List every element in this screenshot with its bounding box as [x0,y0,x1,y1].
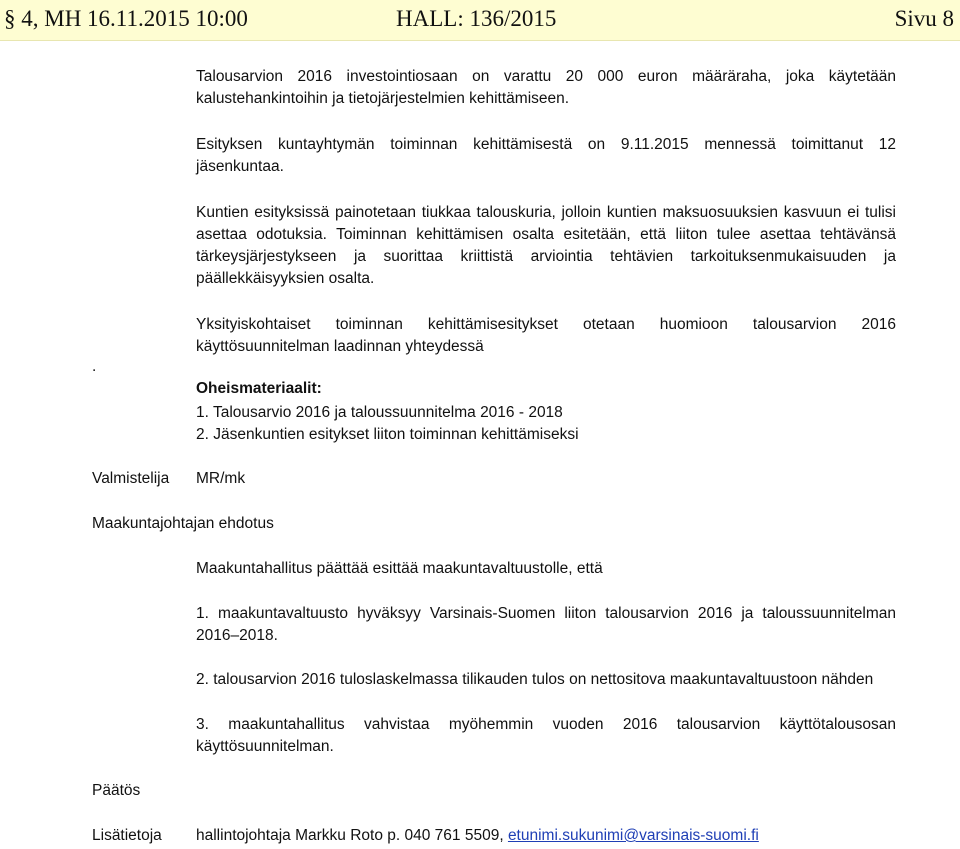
paragraph-text: Esityksen kuntayhtymän toiminnan kehittämisestä on 9.11.2015 mennessä toimittanut 12 jäsenkuntaa. [196,136,896,175]
info-label: Lisätietoja [92,827,162,844]
page-header [0,0,960,41]
preparer-value: MR/mk [196,470,246,487]
contact-text: hallintojohtaja Markku Roto p. 040 761 5509, [196,827,508,844]
paragraph-municipalities [196,202,896,290]
paragraph-text: Yksityiskohtaiset toiminnan kehittämisesitykset otetaan huomioon talousarvion 2016 käyttösuunnitelman laadinnan yhteydessä [196,316,896,355]
preparer-label: Valmistelija [92,470,170,487]
proposal-item [196,603,896,647]
email-link[interactable]: etunimi.sukunimi@varsinais-suomi.fi [507,827,759,844]
paragraph-detailed-proposals [196,314,896,358]
paragraph-text: Talousarvion 2016 investointiosaan on varattu 20 000 euron määräraha, joka käytetään kalustehankintoihin ja tietojärjestelmien kehittämiseen. [196,68,896,107]
section-date: § 4, MH 16.11.2015 10:00 [4,6,248,31]
proposal-item-text: 1. maakuntavaltuusto hyväksyy Varsinais-Suomen liiton talousarvion 2016 ja taloussuunnitelman 2016–2018. [196,605,896,644]
attachment-item: 2. Jäsenkuntien esitykset liiton toiminnan kehittämiseksi [196,426,579,443]
proposal-label: Maakuntajohtajan ehdotus [92,515,274,532]
proposal-item-text: 3. maakuntahallitus vahvistaa myöhemmin vuoden 2016 talousarvion käyttötalousosan käyttösuunnitelman. [196,716,896,755]
page-number: Sivu 8 [894,6,954,31]
paragraph-text: Kuntien esityksissä painotetaan tiukkaa talouskuria, jolloin kuntien maksuosuuksien kasvuun ei tulisi asettaa odotuksia. Toiminnan kehittämisen osalta esitetään, että liiton tulee asettaa tehtävänsä tärkeysjärjestykseen ja suorittaa kriittistä arviointia tehtävien tarkoituksenmukaisuuden ja päällekkäisyyksien osalta. [196,204,896,287]
paragraph-proposals-count [196,134,896,178]
paragraph-budget [196,66,896,110]
proposal-item-text: 2. talousarvion 2016 tuloslaskelmassa tilikauden tulos on nettositova maakuntavaltuustoon nähden [196,671,874,688]
proposal-item [196,714,896,758]
stray-dot: . [92,358,97,375]
decision-label: Päätös [92,782,141,799]
attachment-item: 1. Talousarvio 2016 ja taloussuunnitelma 2016 - 2018 [196,404,563,421]
attachments-heading: Oheismateriaalit: [196,380,322,397]
contact-info [196,825,759,847]
proposal-intro: Maakuntahallitus päättää esittää maakuntavaltuustolle, että [196,560,603,577]
reference-number: HALL: 136/2015 [396,6,557,31]
proposal-item [196,669,896,691]
